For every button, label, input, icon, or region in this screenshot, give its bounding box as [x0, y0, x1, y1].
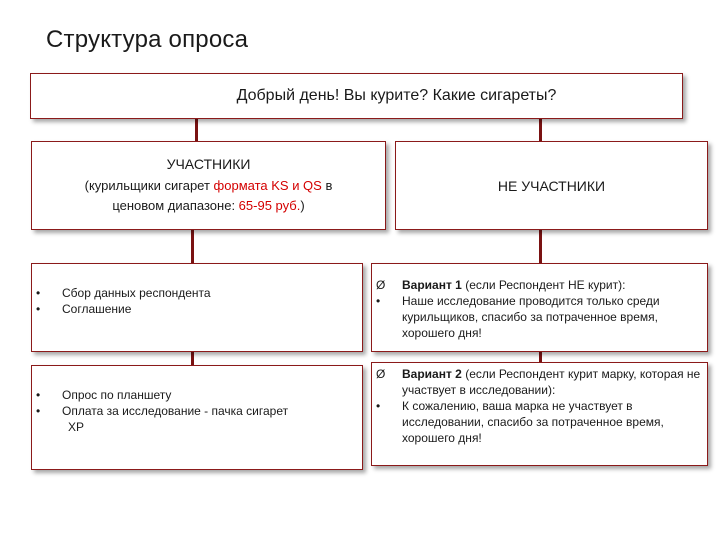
variant-label: Вариант 2 [402, 367, 462, 381]
arrow-bullet-icon: Ø [376, 278, 386, 292]
list-item-text: Соглашение [62, 302, 132, 316]
participants-criteria-line2 [32, 196, 385, 216]
price-suffix: ) [300, 198, 305, 213]
bullet-icon: • [376, 399, 381, 413]
price-range: 65-95 руб. [238, 198, 301, 213]
list-item-text: Сбор данных респондента [62, 286, 211, 300]
list-item-text: К сожалению, ваша марка не участвует в исследовании, спасибо за потраченное время, хорошего дня! [402, 399, 664, 445]
data-collection-list [32, 285, 362, 317]
non-participants-box [395, 141, 708, 230]
connector-nonparticipants-variant1 [539, 230, 542, 263]
non-participants-heading: НЕ УЧАСТНИКИ [497, 177, 606, 194]
bullet-icon: • [36, 388, 41, 402]
arrow-bullet-icon: Ø [376, 367, 386, 381]
connector-greeting-participants [195, 119, 198, 141]
criteria-suffix: в [321, 178, 333, 193]
list-item [32, 285, 362, 301]
greeting-text: Добрый день! Вы курите? Какие сигареты? [236, 87, 557, 104]
bullet-icon: • [36, 302, 41, 316]
connector-participants-list1 [191, 230, 194, 263]
list-item [32, 403, 362, 419]
list-item [372, 293, 707, 341]
variant-heading [372, 366, 707, 398]
bullet-icon: • [36, 404, 41, 418]
greeting-box [30, 73, 683, 119]
data-collection-box [31, 263, 363, 352]
list-item-text: Наше исследование проводится только среди курильщиков, спасибо за потраченное время, хорошего дня! [402, 294, 660, 340]
price-prefix: ценовом диапазоне: [112, 198, 239, 213]
connector-variant1-variant2 [539, 352, 542, 362]
connector-list1-list2 [191, 352, 194, 365]
survey-payment-box [31, 365, 363, 470]
survey-payment-list [32, 387, 362, 419]
participants-heading: УЧАСТНИКИ [166, 156, 251, 172]
variant-2-list [372, 366, 707, 446]
criteria-prefix: (курильщики сигарет [84, 178, 214, 193]
variant-heading [372, 277, 707, 293]
connector-greeting-nonparticipants [539, 119, 542, 141]
criteria-format: формата KS и QS [213, 178, 322, 193]
page-title: Структура опроса [46, 26, 249, 53]
variant-1-list [372, 277, 707, 341]
variant-condition: (если Респондент курит марку, которая не участвует в исследовании): [402, 367, 701, 397]
brand-note: XP [68, 420, 85, 434]
list-item [32, 301, 362, 317]
participants-box [31, 141, 386, 230]
variant-1-box [371, 263, 708, 352]
variant-condition: (если Респондент НЕ курит): [461, 278, 626, 292]
bullet-icon: • [36, 286, 41, 300]
list-item-text: Оплата за исследование - пачка сигарет [62, 404, 289, 418]
variant-2-box [371, 362, 708, 466]
list-item [32, 387, 362, 403]
participants-criteria-line1 [32, 176, 385, 196]
variant-label: Вариант 1 [402, 278, 462, 292]
list-item-text: Опрос по планшету [62, 388, 172, 402]
bullet-icon: • [376, 294, 381, 308]
list-item [372, 398, 707, 446]
